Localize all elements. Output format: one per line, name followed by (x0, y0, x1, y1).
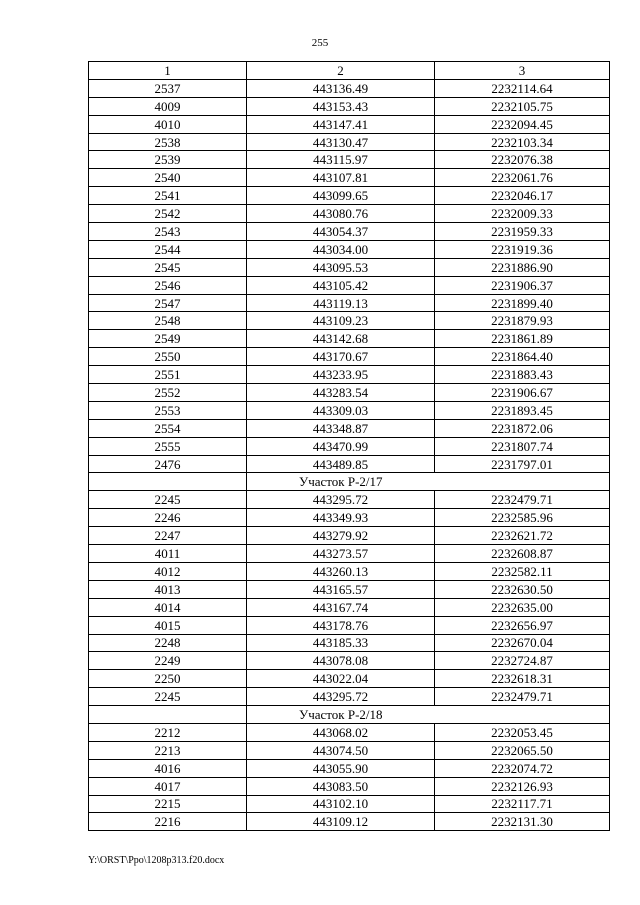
table-row (89, 795, 610, 813)
table-row (89, 455, 610, 473)
y-coordinate-cell: 2232126.93 (435, 777, 610, 795)
point-number-cell: 2248 (89, 634, 247, 652)
y-coordinate-cell: 2232635.00 (435, 598, 610, 616)
table-row (89, 437, 610, 455)
table-row (89, 634, 610, 652)
point-number-cell: 2546 (89, 276, 247, 294)
x-coordinate-cell: 443115.97 (247, 151, 435, 169)
table-row (89, 616, 610, 634)
table-row (89, 670, 610, 688)
point-number-cell: 2549 (89, 330, 247, 348)
table-row (89, 384, 610, 402)
x-coordinate-cell: 443178.76 (247, 616, 435, 634)
x-coordinate-cell: 443165.57 (247, 580, 435, 598)
x-coordinate-cell: 443022.04 (247, 670, 435, 688)
table-header-row (89, 62, 610, 80)
y-coordinate-cell: 2232656.97 (435, 616, 610, 634)
point-number-cell: 2245 (89, 688, 247, 706)
table-body (89, 79, 610, 830)
point-number-cell: 2543 (89, 223, 247, 241)
x-coordinate-cell: 443170.67 (247, 348, 435, 366)
y-coordinate-cell: 2231906.67 (435, 384, 610, 402)
x-coordinate-cell: 443130.47 (247, 133, 435, 151)
point-number-cell: 2545 (89, 258, 247, 276)
table-row (89, 813, 610, 831)
x-coordinate-cell: 443102.10 (247, 795, 435, 813)
point-number-cell: 2476 (89, 455, 247, 473)
x-coordinate-cell: 443055.90 (247, 759, 435, 777)
y-coordinate-cell: 2232009.33 (435, 205, 610, 223)
x-coordinate-cell: 443105.42 (247, 276, 435, 294)
point-number-cell: 2245 (89, 491, 247, 509)
x-coordinate-cell: 443309.03 (247, 401, 435, 419)
y-coordinate-cell: 2231807.74 (435, 437, 610, 455)
table-row (89, 527, 610, 545)
y-coordinate-cell: 2232724.87 (435, 652, 610, 670)
x-coordinate-cell: 443295.72 (247, 491, 435, 509)
x-coordinate-cell: 443074.50 (247, 741, 435, 759)
x-coordinate-cell: 443273.57 (247, 545, 435, 563)
point-number-cell: 4017 (89, 777, 247, 795)
x-coordinate-cell: 443054.37 (247, 223, 435, 241)
x-coordinate-cell: 443279.92 (247, 527, 435, 545)
table-row (89, 580, 610, 598)
table-row (89, 151, 610, 169)
page-number: 255 (311, 37, 329, 49)
x-coordinate-cell: 443185.33 (247, 634, 435, 652)
point-number-cell: 2547 (89, 294, 247, 312)
y-coordinate-cell: 2231872.06 (435, 419, 610, 437)
table-row (89, 223, 610, 241)
point-number-cell: 4009 (89, 97, 247, 115)
section-empty-cell (89, 706, 247, 724)
point-number-cell: 2249 (89, 652, 247, 670)
y-coordinate-cell: 2231861.89 (435, 330, 610, 348)
point-number-cell: 2550 (89, 348, 247, 366)
section-row (89, 473, 610, 491)
x-coordinate-cell: 443099.65 (247, 187, 435, 205)
x-coordinate-cell: 443119.13 (247, 294, 435, 312)
table-row (89, 759, 610, 777)
point-number-cell: 2553 (89, 401, 247, 419)
table-row (89, 79, 610, 97)
x-coordinate-cell: 443283.54 (247, 384, 435, 402)
x-coordinate-cell: 443349.93 (247, 509, 435, 527)
y-coordinate-cell: 2232103.34 (435, 133, 610, 151)
point-number-cell: 2246 (89, 509, 247, 527)
table-row (89, 723, 610, 741)
y-coordinate-cell: 2232053.45 (435, 723, 610, 741)
x-coordinate-cell: 443109.23 (247, 312, 435, 330)
table-row (89, 491, 610, 509)
table-row (89, 258, 610, 276)
point-number-cell: 2213 (89, 741, 247, 759)
point-number-cell: 4014 (89, 598, 247, 616)
point-number-cell: 2541 (89, 187, 247, 205)
y-coordinate-cell: 2232618.31 (435, 670, 610, 688)
x-coordinate-cell: 443083.50 (247, 777, 435, 795)
x-coordinate-cell: 443080.76 (247, 205, 435, 223)
y-coordinate-cell: 2231906.37 (435, 276, 610, 294)
table-row (89, 330, 610, 348)
table-row (89, 276, 610, 294)
point-number-cell: 4013 (89, 580, 247, 598)
table-row (89, 598, 610, 616)
table-row (89, 294, 610, 312)
y-coordinate-cell: 2232621.72 (435, 527, 610, 545)
x-coordinate-cell: 443153.43 (247, 97, 435, 115)
column-header: 3 (435, 62, 610, 80)
file-path-footer: Y:\ORST\Ppo\1208p313.f20.docx (88, 855, 225, 866)
point-number-cell: 2247 (89, 527, 247, 545)
table-row (89, 562, 610, 580)
x-coordinate-cell: 443147.41 (247, 115, 435, 133)
table-row (89, 187, 610, 205)
point-number-cell: 2537 (89, 79, 247, 97)
y-coordinate-cell: 2232076.38 (435, 151, 610, 169)
y-coordinate-cell: 2232131.30 (435, 813, 610, 831)
y-coordinate-cell: 2232582.11 (435, 562, 610, 580)
point-number-cell: 2552 (89, 384, 247, 402)
point-number-cell: 4011 (89, 545, 247, 563)
point-number-cell: 2540 (89, 169, 247, 187)
point-number-cell: 4012 (89, 562, 247, 580)
y-coordinate-cell: 2232114.64 (435, 79, 610, 97)
x-coordinate-cell: 443348.87 (247, 419, 435, 437)
point-number-cell: 2555 (89, 437, 247, 455)
y-coordinate-cell: 2232094.45 (435, 115, 610, 133)
y-coordinate-cell: 2232608.87 (435, 545, 610, 563)
section-empty-cell (435, 706, 610, 724)
section-empty-cell (435, 473, 610, 491)
point-number-cell: 2544 (89, 240, 247, 258)
table-row (89, 115, 610, 133)
point-number-cell: 4010 (89, 115, 247, 133)
table-row (89, 545, 610, 563)
y-coordinate-cell: 2231893.45 (435, 401, 610, 419)
y-coordinate-cell: 2231919.36 (435, 240, 610, 258)
point-number-cell: 2216 (89, 813, 247, 831)
x-coordinate-cell: 443095.53 (247, 258, 435, 276)
y-coordinate-cell: 2231879.93 (435, 312, 610, 330)
x-coordinate-cell: 443142.68 (247, 330, 435, 348)
table-row (89, 777, 610, 795)
y-coordinate-cell: 2232074.72 (435, 759, 610, 777)
table-row (89, 401, 610, 419)
table-row (89, 133, 610, 151)
table-row (89, 366, 610, 384)
coordinates-table (88, 61, 610, 831)
table-row (89, 688, 610, 706)
y-coordinate-cell: 2232585.96 (435, 509, 610, 527)
x-coordinate-cell: 443167.74 (247, 598, 435, 616)
point-number-cell: 2548 (89, 312, 247, 330)
y-coordinate-cell: 2231883.43 (435, 366, 610, 384)
table-row (89, 741, 610, 759)
x-coordinate-cell: 443107.81 (247, 169, 435, 187)
point-number-cell: 2215 (89, 795, 247, 813)
y-coordinate-cell: 2232670.04 (435, 634, 610, 652)
y-coordinate-cell: 2232117.71 (435, 795, 610, 813)
section-row (89, 706, 610, 724)
table-row (89, 240, 610, 258)
table-row (89, 652, 610, 670)
x-coordinate-cell: 443136.49 (247, 79, 435, 97)
y-coordinate-cell: 2232065.50 (435, 741, 610, 759)
x-coordinate-cell: 443470.99 (247, 437, 435, 455)
y-coordinate-cell: 2231899.40 (435, 294, 610, 312)
table-row (89, 97, 610, 115)
x-coordinate-cell: 443109.12 (247, 813, 435, 831)
table-row (89, 205, 610, 223)
y-coordinate-cell: 2232479.71 (435, 688, 610, 706)
x-coordinate-cell: 443068.02 (247, 723, 435, 741)
x-coordinate-cell: 443489.85 (247, 455, 435, 473)
y-coordinate-cell: 2232479.71 (435, 491, 610, 509)
point-number-cell: 4016 (89, 759, 247, 777)
table-row (89, 419, 610, 437)
table-row (89, 169, 610, 187)
y-coordinate-cell: 2232061.76 (435, 169, 610, 187)
table-row (89, 312, 610, 330)
x-coordinate-cell: 443034.00 (247, 240, 435, 258)
point-number-cell: 2212 (89, 723, 247, 741)
y-coordinate-cell: 2231797.01 (435, 455, 610, 473)
y-coordinate-cell: 2231959.33 (435, 223, 610, 241)
point-number-cell: 2250 (89, 670, 247, 688)
section-label: Участок Р-2/18 (247, 706, 435, 724)
section-label: Участок Р-2/17 (247, 473, 435, 491)
section-empty-cell (89, 473, 247, 491)
column-header: 1 (89, 62, 247, 80)
point-number-cell: 4015 (89, 616, 247, 634)
x-coordinate-cell: 443233.95 (247, 366, 435, 384)
x-coordinate-cell: 443260.13 (247, 562, 435, 580)
y-coordinate-cell: 2231886.90 (435, 258, 610, 276)
point-number-cell: 2538 (89, 133, 247, 151)
point-number-cell: 2539 (89, 151, 247, 169)
point-number-cell: 2551 (89, 366, 247, 384)
x-coordinate-cell: 443295.72 (247, 688, 435, 706)
table-row (89, 509, 610, 527)
table-row (89, 348, 610, 366)
x-coordinate-cell: 443078.08 (247, 652, 435, 670)
y-coordinate-cell: 2231864.40 (435, 348, 610, 366)
point-number-cell: 2554 (89, 419, 247, 437)
y-coordinate-cell: 2232630.50 (435, 580, 610, 598)
y-coordinate-cell: 2232046.17 (435, 187, 610, 205)
point-number-cell: 2542 (89, 205, 247, 223)
y-coordinate-cell: 2232105.75 (435, 97, 610, 115)
column-header: 2 (247, 62, 435, 80)
